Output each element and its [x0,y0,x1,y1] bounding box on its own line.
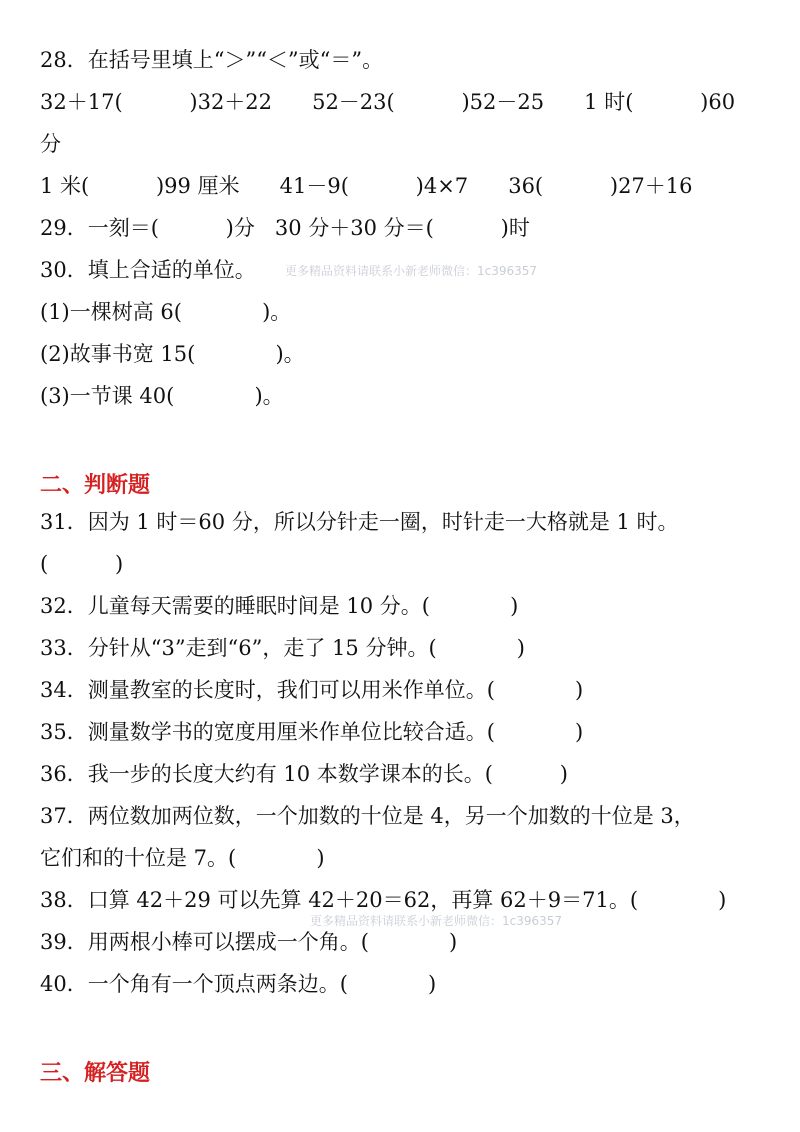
q29: 29．一刻＝( )分 30 分＋30 分＝( )时 [40,216,530,240]
watermark-text: 更多精品资料请联系小新老师微信：1c396357 [285,264,538,278]
q39: 39．用两根小棒可以摆成一个角。( ) [40,930,458,954]
q30-item2: (2)故事书宽 15( )。 [40,342,305,366]
watermark-text: 更多精品资料请联系小新老师微信：1c396357 [310,914,563,928]
q30-item1: (1)一棵树高 6( )。 [40,300,292,324]
q28-row2: 1 米( )99 厘米 41－9( )4×7 36( )27＋16 [40,174,693,198]
q28-row1: 32＋17( )32＋22 52－23( )52－25 1 时( )60 [40,90,736,114]
q30-item3: (3)一节课 40( )。 [40,384,284,408]
q35: 35．测量数学书的宽度用厘米作单位比较合适。( ) [40,720,584,744]
q37-continued: 它们和的十位是 7。( ) [40,846,325,870]
q40: 40．一个角有一个顶点两条边。( ) [40,972,437,996]
q37: 37．两位数加两位数，一个加数的十位是 4，另一个加数的十位是 3， [40,804,695,828]
q31: 31．因为 1 时＝60 分，所以分针走一圈，时针走一大格就是 1 时。 [40,510,679,534]
q30-title: 30．填上合适的单位。 [40,258,256,282]
q33: 33．分针从“3”走到“6”，走了 15 分钟。( ) [40,636,525,660]
section-heading-answers: 三、解答题 [40,1061,151,1086]
q28-title: 28．在括号里填上“＞”“＜”或“＝”。 [40,48,384,72]
q36: 36．我一步的长度大约有 10 本数学课本的长。( ) [40,762,568,786]
q31-paren: ( ) [40,552,124,576]
q34: 34．测量教室的长度时，我们可以用米作单位。( ) [40,678,584,702]
q28-row1-continued: 分 [40,132,61,156]
q38: 38．口算 42＋29 可以先算 42＋20＝62，再算 62＋9＝71。( ) [40,888,727,912]
q32: 32．儿童每天需要的睡眠时间是 10 分。( ) [40,594,519,618]
section-heading-judgement: 二、判断题 [40,473,151,498]
